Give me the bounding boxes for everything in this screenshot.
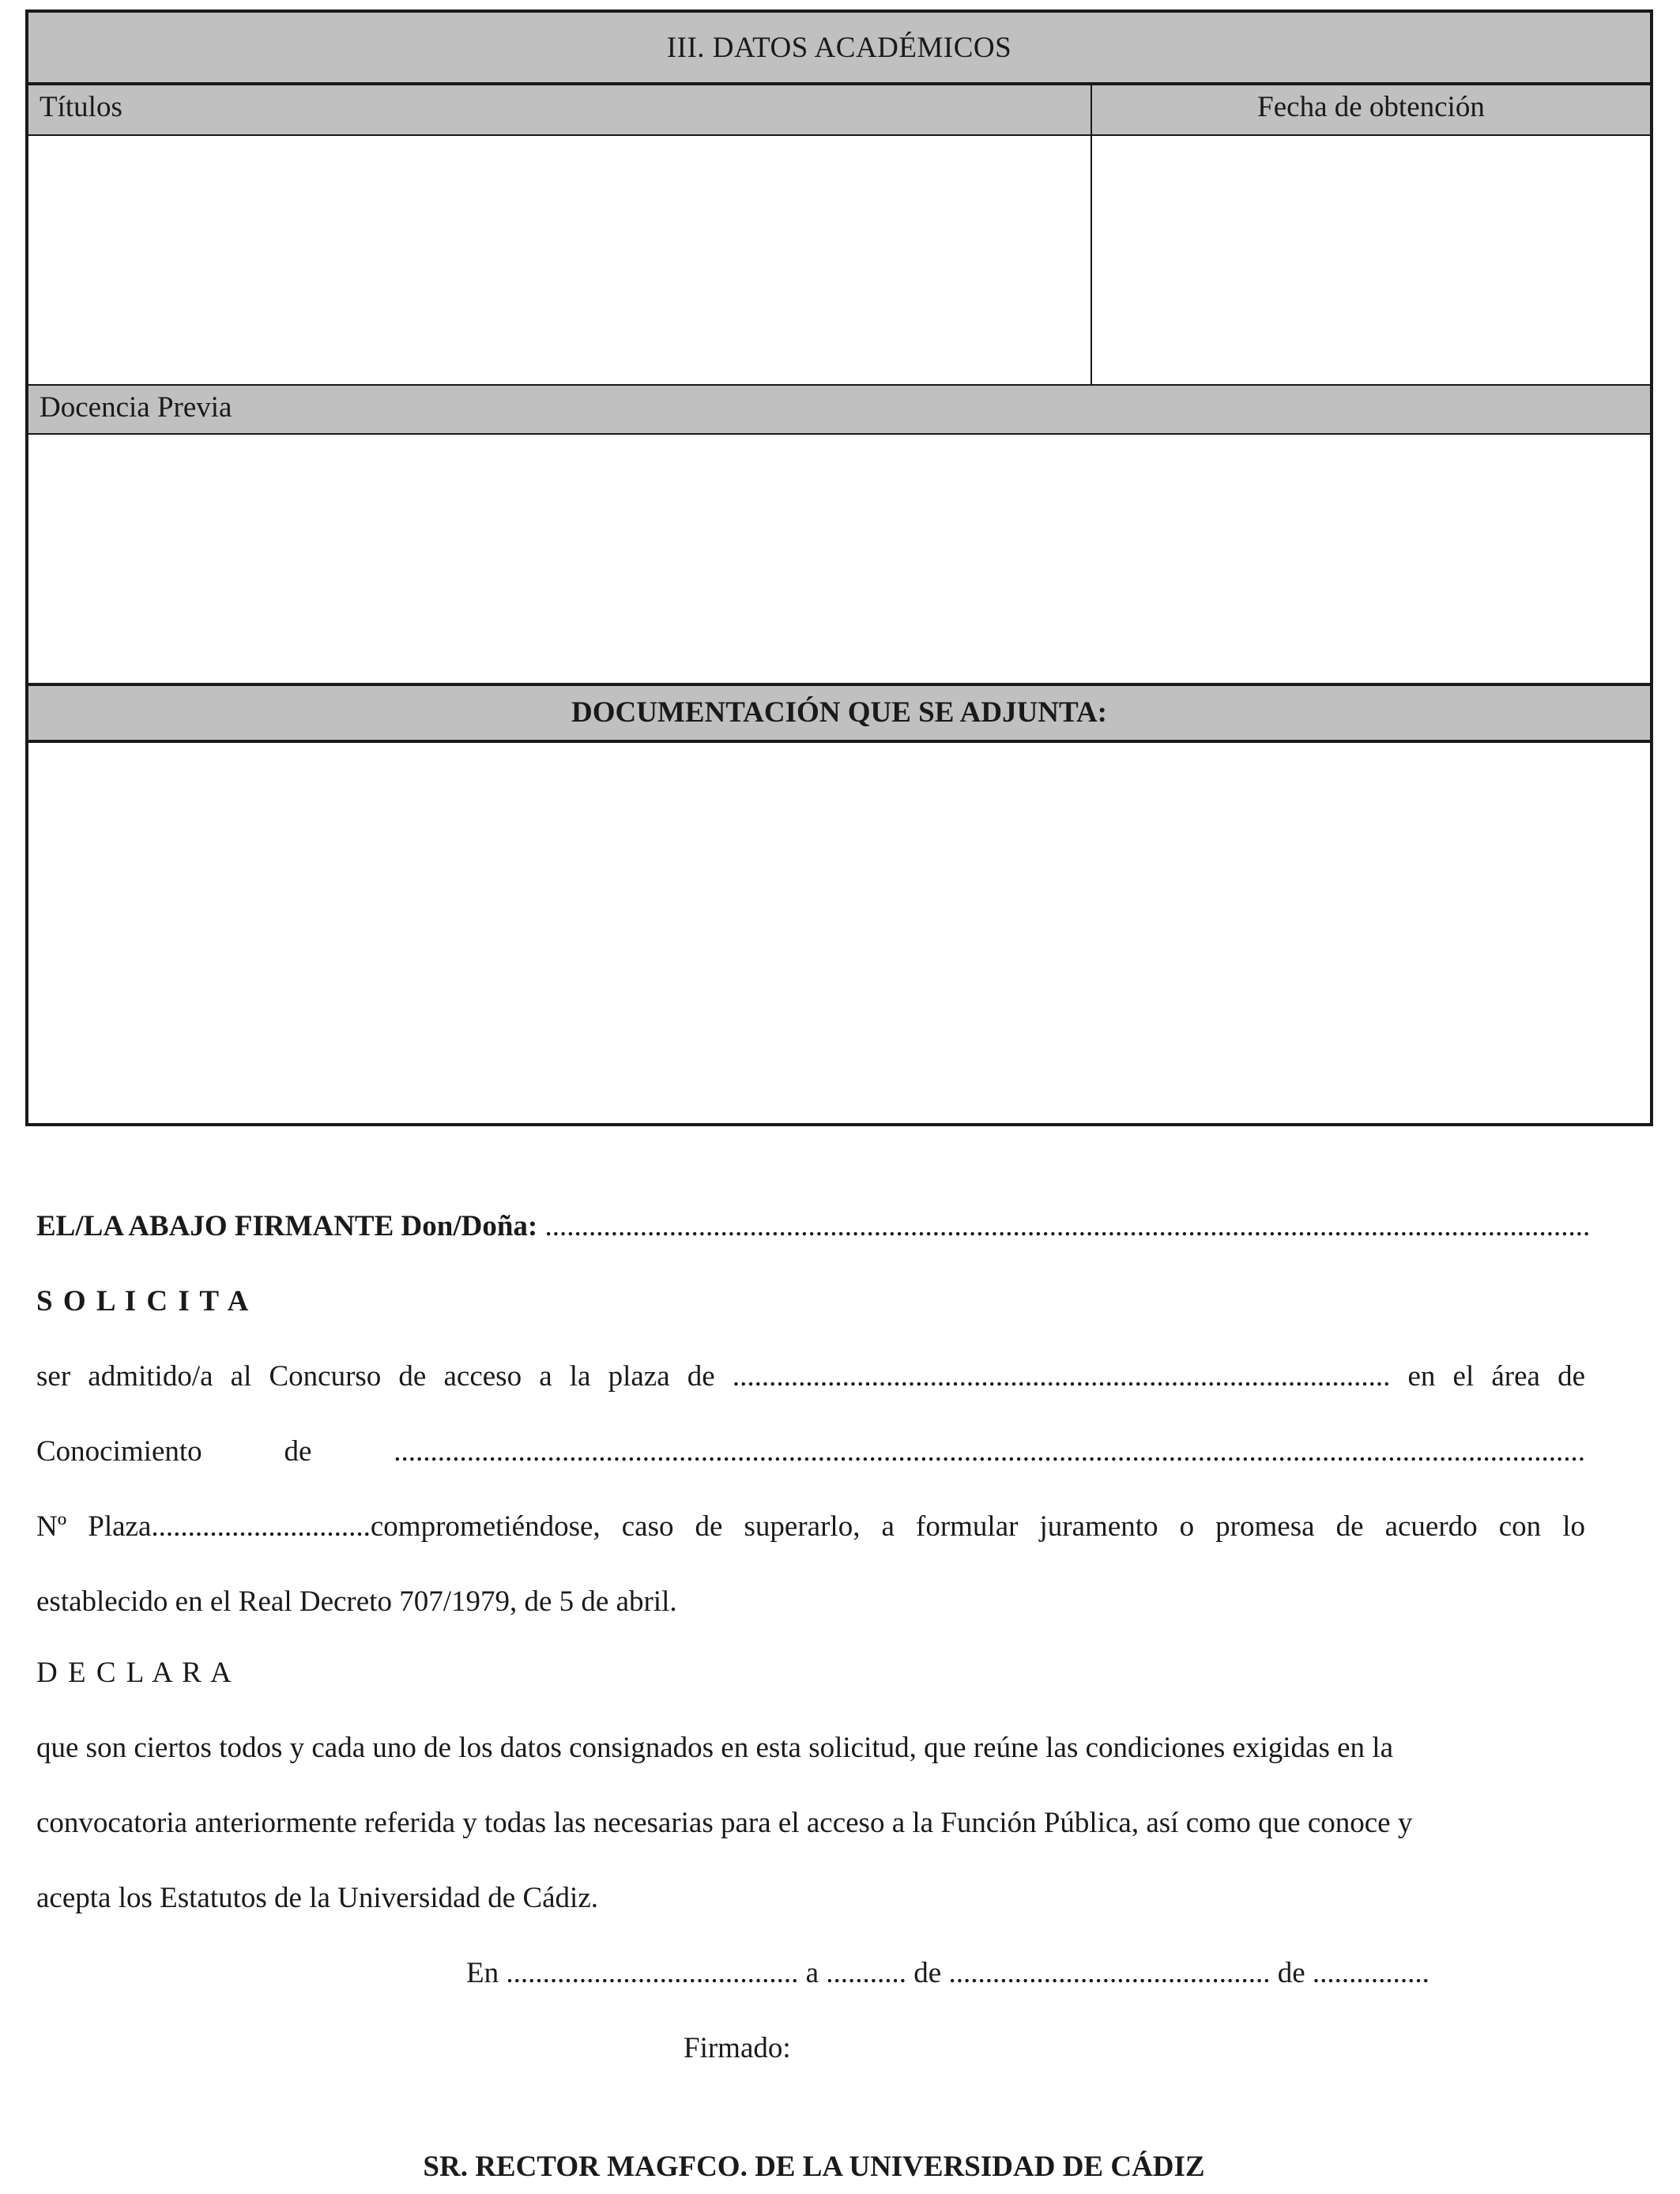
declaration-text-line-2: convocatoria anteriormente referida y todas las necesarias para el acceso a la Función Pública, así como que conoce y <box>36 1807 1413 1839</box>
academic-data-table <box>25 9 1653 1126</box>
signer-label: EL/LA ABAJO FIRMANTE Don/Doña: <box>36 1210 538 1242</box>
date-column-header: Fecha de obtención <box>1257 91 1485 123</box>
declaration-text-line-3: acepta los Estatutos de la Universidad de Cádiz. <box>36 1882 599 1914</box>
signer-name-field[interactable]: ............................................................................................................................................... <box>544 1210 1591 1242</box>
date-obtained-field[interactable] <box>1092 136 1650 384</box>
previous-teaching-field[interactable] <box>28 435 1650 683</box>
section-title: III. DATOS ACADÉMICOS <box>28 13 1650 85</box>
place-date-line[interactable]: En ........................................ a ........... de ............................................ de ................ <box>466 1957 1430 1989</box>
request-text-line-4: establecido en el Real Decreto 707/1979, de 5 de abril. <box>36 1585 677 1618</box>
attached-documents-field[interactable] <box>28 743 1650 1123</box>
declaration-text-line-1: que son ciertos todos y cada uno de los datos consignados en esta solicitud, que reúne las condiciones exigidas en la <box>36 1732 1393 1764</box>
request-text-line-1: ser admitido/a al Concurso de acceso a la plaza de .......................................................................................... en el área de <box>36 1360 1585 1393</box>
addressee: SR. RECTOR MAGFCO. DE LA UNIVERSIDAD DE CÁDIZ <box>423 2151 1205 2183</box>
titles-column-header: Títulos <box>28 85 1092 134</box>
attached-documents-header: DOCUMENTACIÓN QUE SE ADJUNTA: <box>28 683 1650 743</box>
request-text-line-3: Nº Plaza..............................comprometiéndose, caso de superarlo, a formular juramento o promesa de acuerdo con lo <box>36 1510 1585 1543</box>
requests-heading: S O L I C I T A <box>36 1285 250 1318</box>
titles-field[interactable] <box>28 136 1092 384</box>
declares-heading: D E C L A R A <box>36 1657 233 1689</box>
signed-label: Firmado: <box>684 2032 791 2064</box>
previous-teaching-header: Docencia Previa <box>28 384 1650 435</box>
signer-line <box>36 1209 1591 1243</box>
request-text-line-2: Conocimiento de ................................................................................................................................................................... <box>36 1435 1585 1468</box>
column-header-row <box>28 85 1650 136</box>
